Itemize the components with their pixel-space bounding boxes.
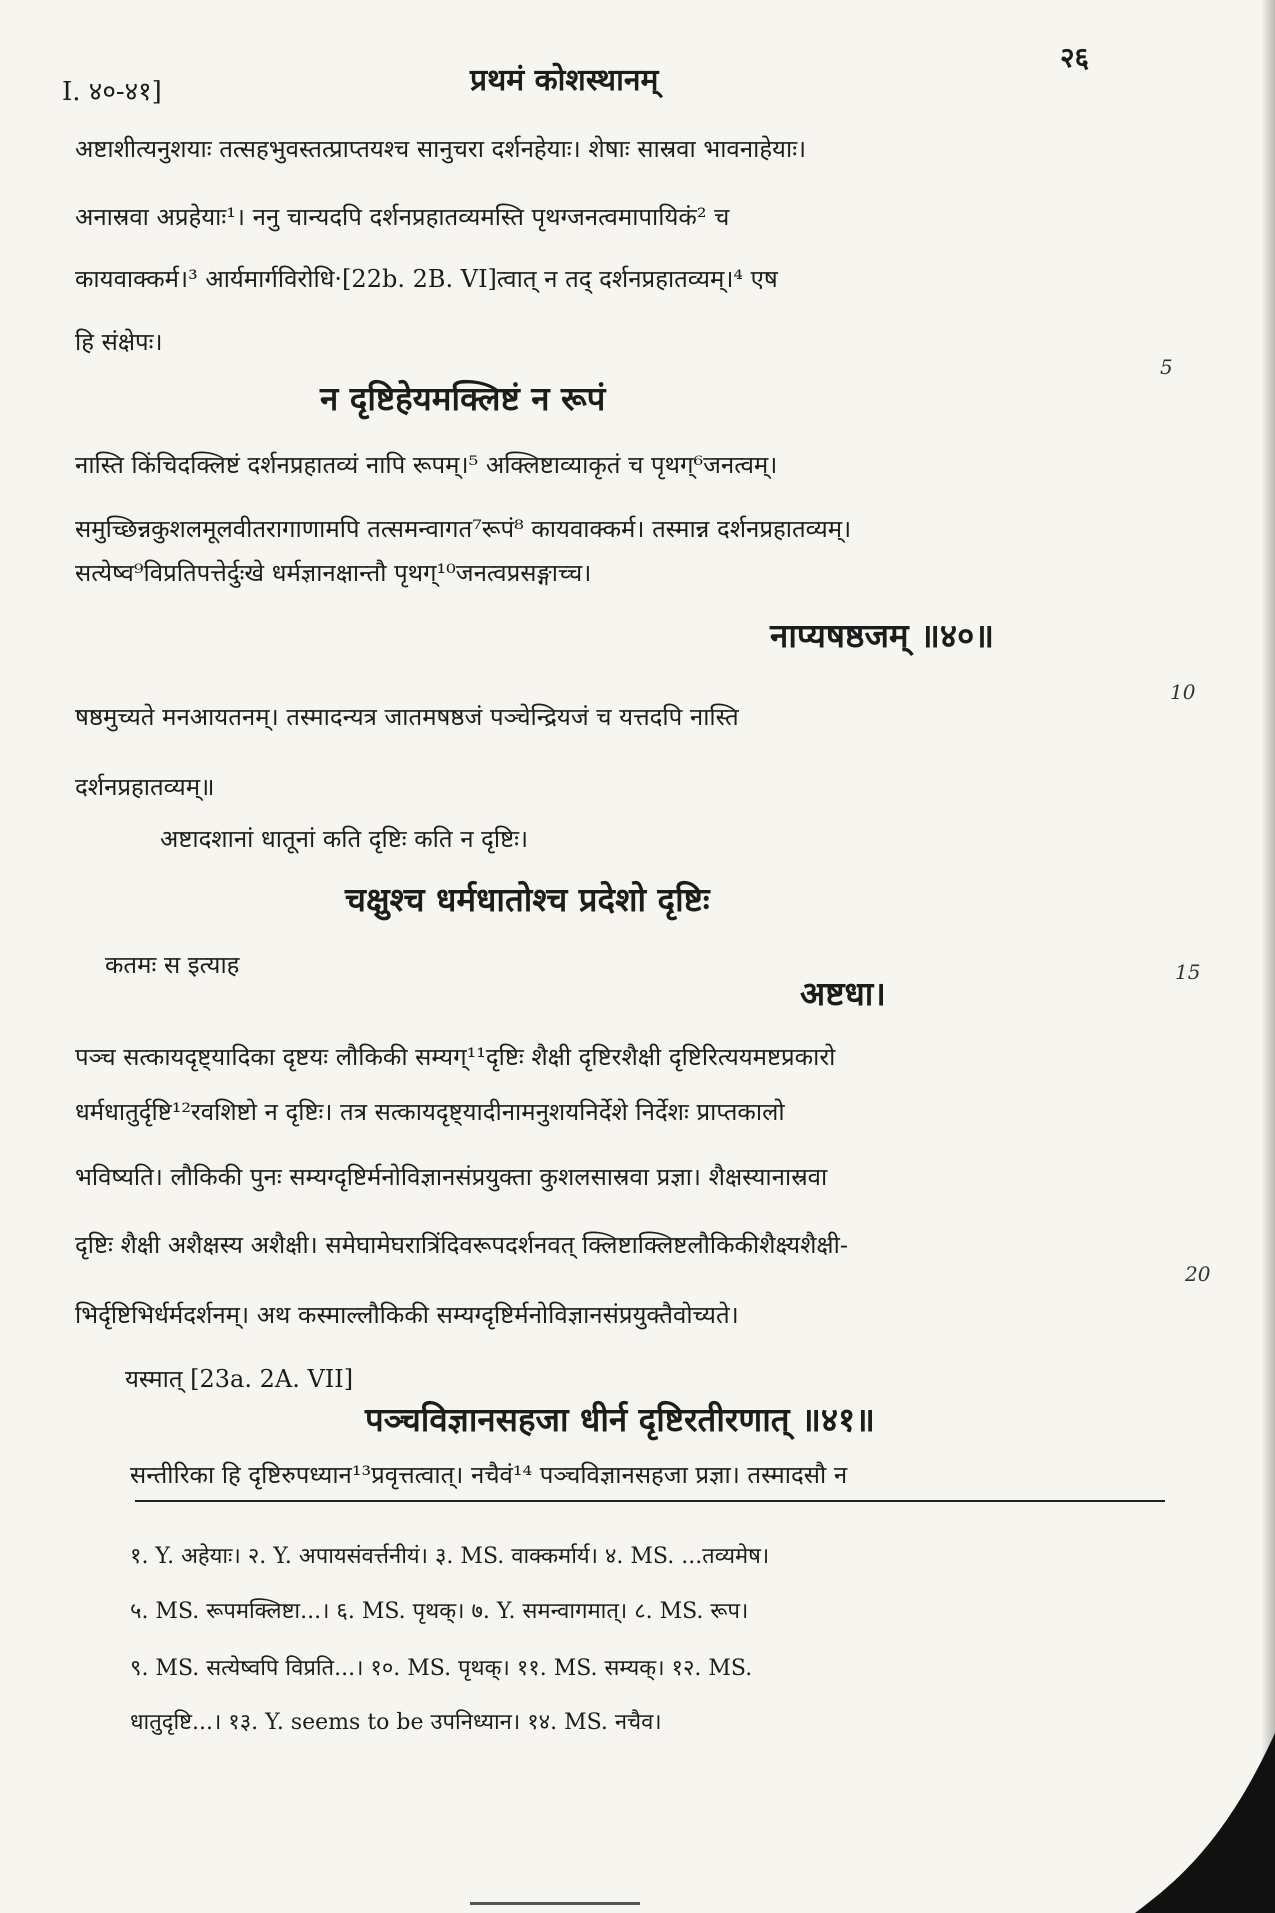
body-line: दर्शनप्रहातव्यम्॥ — [75, 773, 215, 801]
body-line: अष्टादशानां धातूनां कति दृष्टिः कति न दृष्टिः। — [160, 825, 529, 853]
body-line: यस्मात् [23a. 2A. VII] — [125, 1365, 354, 1393]
body-line: अष्टाशीत्यनुशयाः तत्सहभुवस्तत्प्राप्तयश्च सानुचरा दर्शनहेयाः। शेषाः सास्रवा भावनाहेयाः। — [75, 135, 807, 163]
section-reference: I. ४०-४१] — [62, 77, 162, 107]
footnote-line: ५. MS. रूपमक्लिष्टा...। ६. MS. पृथक्। ७. Y. समन्वागमात्। ८. MS. रूप। — [130, 1599, 749, 1624]
body-line: कतमः स इत्याह — [105, 951, 240, 979]
body-line: सत्येष्व⁹विप्रतिपत्तेर्दुःखे धर्मज्ञानक्षान्तौ पृथग्¹⁰जनत्वप्रसङ्गाच्च। — [75, 559, 592, 587]
body-line: भिर्दृष्टिभिर्धर्मदर्शनम्। अथ कस्माल्लौकिकी सम्यग्दृष्टिर्मनोविज्ञानसंप्रयुक्तैवोच्यते। — [75, 1301, 739, 1329]
footnote-divider — [135, 1500, 1165, 1502]
line-number: 15 — [1175, 960, 1201, 984]
line-number: 20 — [1185, 1262, 1211, 1286]
body-line: हि संक्षेपः। — [75, 328, 163, 356]
verse-line: पञ्चविज्ञानसहजा धीर्न दृष्टिरतीरणात् ॥४१॥ — [365, 1400, 875, 1439]
body-line: धर्मधातुर्दृष्टि¹²रवशिष्टो न दृष्टिः। तत्र सत्कायदृष्ट्यादीनामनुशयनिर्देशे निर्देशः प्राप्तकालो — [75, 1098, 785, 1126]
verse-line: नाप्यषष्ठजम् ॥४०॥ — [770, 616, 995, 655]
body-line: कायवाक्कर्म।³ आर्यमार्गविरोधि·[22b. 2B. VI]त्वात् न तद् दर्शनप्रहातव्यम्।⁴ एष — [75, 265, 778, 293]
body-line: भविष्यति। लौकिकी पुनः सम्यग्दृष्टिर्मनोविज्ञानसंप्रयुक्ता कुशलसास्रवा प्रज्ञा। शैक्षस्यानास्रवा — [75, 1163, 828, 1191]
verse-line: अष्टधा। — [800, 974, 886, 1013]
verse-line: न दृष्टिहेयमक्लिष्टं न रूपं — [320, 379, 606, 418]
page-edge-shadow — [1261, 0, 1275, 1913]
line-number: 5 — [1160, 355, 1173, 379]
footnote-line: ९. MS. सत्येष्वपि विप्रति...। १०. MS. पृथक्। ११. MS. सम्यक्। १२. MS. — [130, 1656, 753, 1681]
body-line: पञ्च सत्कायदृष्ट्यादिका दृष्टयः लौकिकी सम्यग्¹¹दृष्टिः शैक्षी दृष्टिरशैक्षी दृष्टिरित्ययमष्टप्रकारो — [75, 1043, 836, 1071]
page-title: प्रथमं कोशस्थानम् — [470, 63, 659, 98]
footnote-line: १. Y. अहेयाः। २. Y. अपायसंवर्त्तनीयं। ३. MS. वाक्कर्मार्य। ४. MS. ...तव्यमेष। — [130, 1544, 770, 1569]
body-line: अनास्रवा अप्रहेयाः¹। ननु चान्यदपि दर्शनप्रहातव्यमस्ति पृथग्जनत्वमापायिकं² च — [75, 203, 730, 231]
body-line: समुच्छिन्नकुशलमूलवीतरागाणामपि तत्समन्वागत⁷रूपं⁸ कायवाक्कर्म। तस्मान्न दर्शनप्रहातव्यम्। — [75, 515, 852, 543]
verse-line: चक्षुश्च धर्मधातोश्च प्रदेशो दृष्टिः — [345, 880, 710, 919]
bottom-scan-mark — [470, 1902, 640, 1905]
body-line: नास्ति किंचिदक्लिष्टं दर्शनप्रहातव्यं नापि रूपम्।⁵ अक्लिष्टाव्याकृतं च पृथग्⁶जनत्वम्। — [75, 451, 778, 479]
footnote-line: धातुदृष्टि...। १३. Y. seems to be उपनिध्यान। १४. MS. नचैव। — [130, 1710, 662, 1735]
body-line: दृष्टिः शैक्षी अशैक्षस्य अशैक्षी। समेघामेघरात्रिंदिवरूपदर्शनवत् क्लिष्टाक्लिष्टलौकिकीशैक्ष्यशैक्षी- — [75, 1231, 848, 1259]
page-number: २६ — [1060, 41, 1090, 74]
body-line: सन्तीरिका हि दृष्टिरुपध्यान¹³प्रवृत्तत्वात्। नचैवं¹⁴ पञ्चविज्ञानसहजा प्रज्ञा। तस्मादसौ न — [130, 1461, 848, 1489]
torn-corner-shape — [1135, 1733, 1275, 1913]
line-number: 10 — [1170, 680, 1196, 704]
body-line: षष्ठमुच्यते मनआयतनम्। तस्मादन्यत्र जातमषष्ठजं पञ्चेन्द्रियजं च यत्तदपि नास्ति — [75, 703, 739, 731]
